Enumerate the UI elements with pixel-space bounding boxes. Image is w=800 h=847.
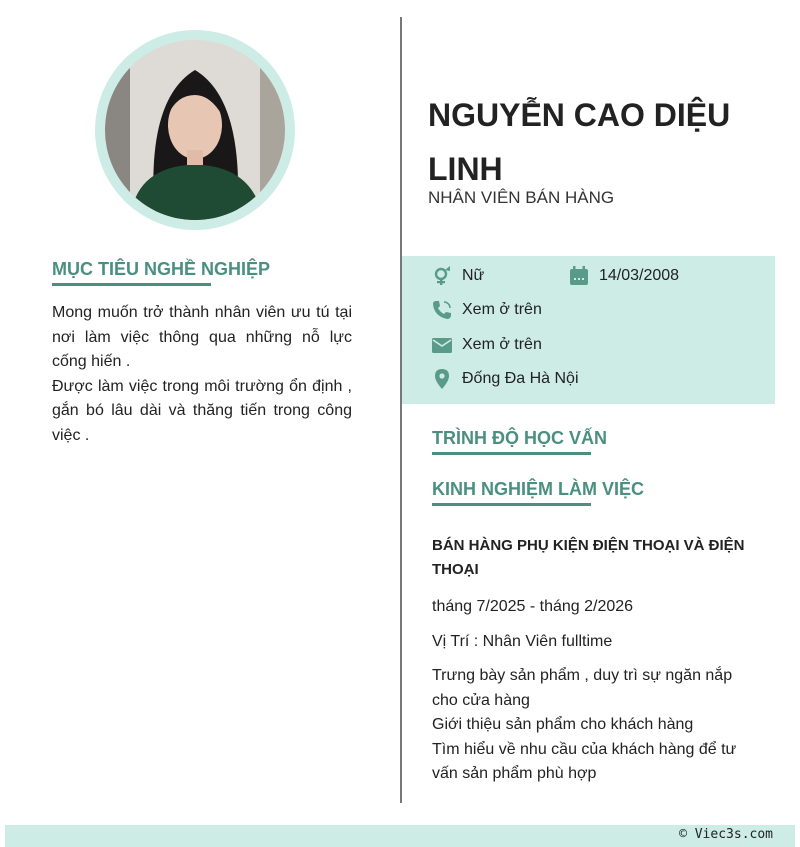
email-value: Xem ở trên	[462, 336, 542, 353]
heading-underline	[52, 283, 211, 286]
copyright-text: © Viec3s.com	[679, 827, 773, 842]
objective-line: Mong muốn trở thành nhân viên ưu tú tại nơi làm việc thông qua những nỗ lực cống hiến .	[52, 304, 352, 370]
education-heading: TRÌNH ĐỘ HỌC VẤN	[432, 428, 607, 448]
phone-value: Xem ở trên	[462, 301, 542, 318]
job-position: Vị Trí : Nhân Viên fulltime	[432, 633, 613, 650]
gender-value: Nữ	[462, 267, 485, 284]
calendar-icon	[569, 266, 589, 286]
experience-heading: KINH NGHIỆM LÀM VIỆC	[432, 479, 645, 499]
map-pin-icon	[432, 369, 452, 389]
candidate-role: NHÂN VIÊN BÁN HÀNG	[428, 188, 615, 207]
footer	[5, 825, 795, 847]
job-duties	[432, 664, 762, 787]
objective-heading: MỤC TIÊU NGHỀ NGHIỆP	[52, 259, 271, 279]
address-row	[432, 369, 579, 389]
duty-item: Trưng bày sản phẩm , duy trì sự ngăn nắp cho cửa hàng	[432, 667, 733, 709]
email-row	[432, 335, 542, 355]
contact-box	[402, 256, 775, 404]
gender-icon	[432, 266, 452, 286]
job-period: tháng 7/2025 - tháng 2/2026	[432, 598, 634, 615]
birthdate-row	[569, 266, 679, 286]
duty-item: Giới thiệu sản phẩm cho khách hàng	[432, 716, 694, 733]
objective-text	[52, 301, 352, 448]
objective-line: Được làm việc trong môi trường ổn định , gắn bó lâu dài và thăng tiến trong công việc .	[52, 377, 352, 444]
avatar	[105, 40, 285, 220]
phone-row	[432, 300, 542, 320]
birthdate-value: 14/03/2008	[599, 267, 680, 284]
gender-row	[432, 266, 484, 286]
candidate-name: NGUYỄN CAO DIỆU LINH	[428, 97, 731, 187]
phone-icon	[432, 300, 452, 320]
job-title: BÁN HÀNG PHỤ KIỆN ĐIỆN THOẠI VÀ ĐIỆN THOẠI	[432, 537, 745, 578]
envelope-icon	[432, 335, 452, 355]
heading-underline	[432, 503, 591, 506]
duty-item: Tìm hiểu về nhu cầu của khách hàng để tư vấn sản phẩm phù hợp	[432, 740, 737, 782]
heading-underline	[432, 452, 591, 455]
column-divider	[400, 17, 402, 803]
address-value: Đống Đa Hà Nội	[462, 370, 579, 387]
